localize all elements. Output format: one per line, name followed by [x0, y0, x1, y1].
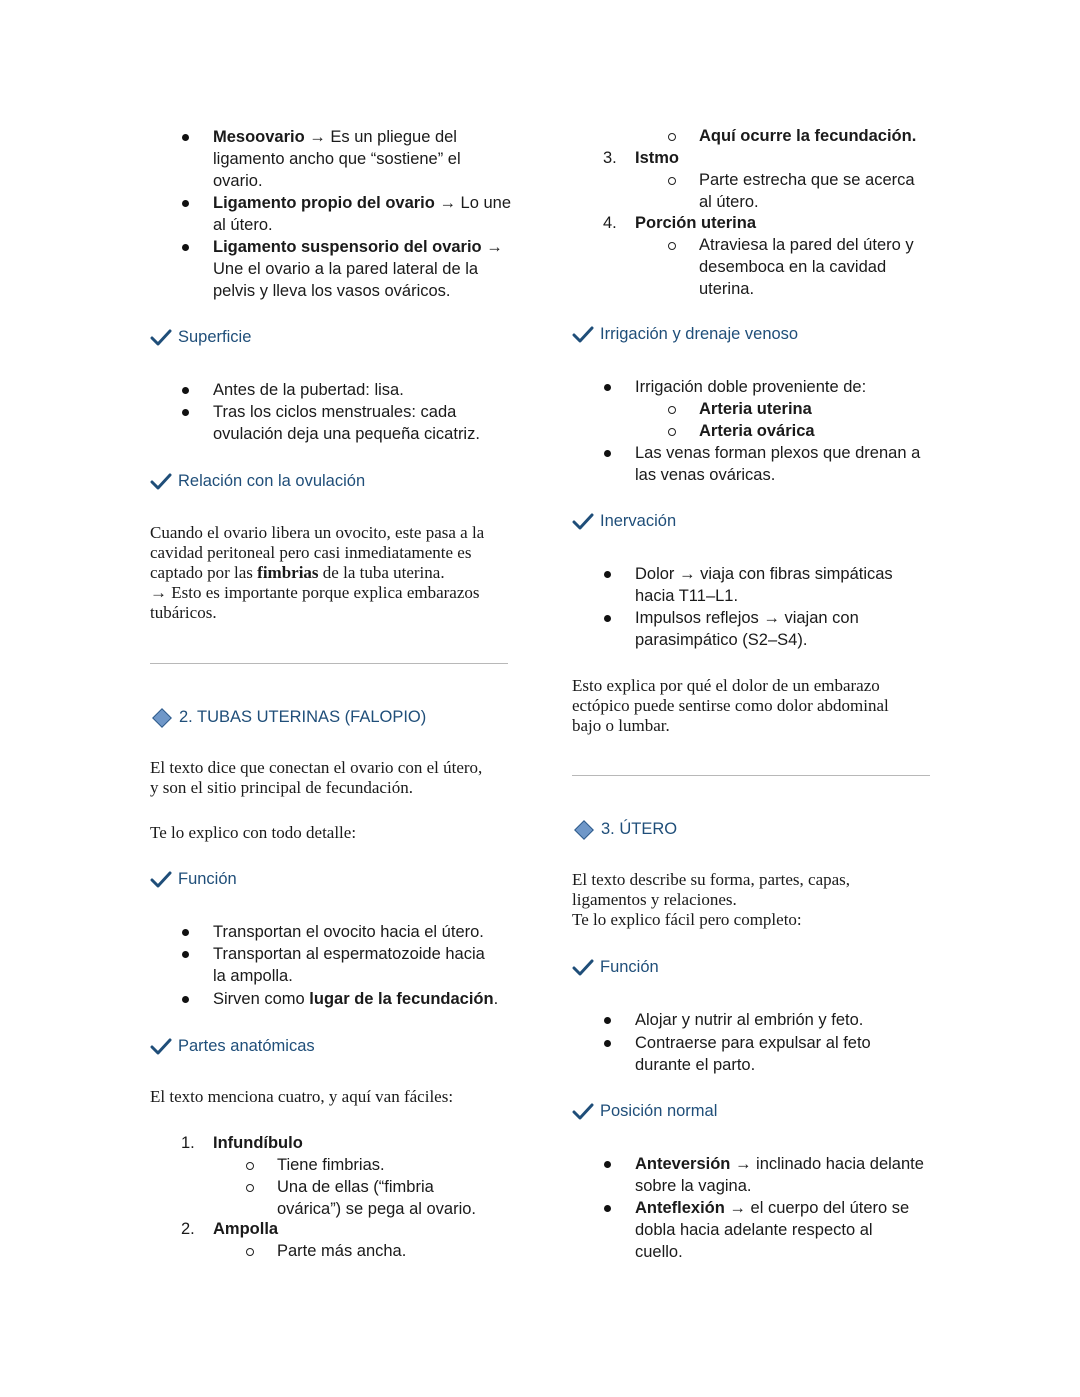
- sub-bullet: [246, 1162, 254, 1170]
- text-line: Impulsos reflejos → viajan con: [635, 609, 859, 627]
- text: Sirven como: [213, 990, 310, 1008]
- heading-ovulacion: [150, 472, 365, 491]
- text-line: pelvis y lleva los vasos ováricos.: [213, 282, 451, 300]
- text-line: tubáricos.: [150, 603, 217, 622]
- text: captado por las: [150, 563, 258, 582]
- heading-partes: [150, 1037, 315, 1056]
- heading-funcion: [150, 870, 237, 889]
- text-line: El texto dice que conectan el ovario con el útero,: [150, 758, 483, 777]
- list-item: [635, 376, 866, 398]
- sub-bullet: [246, 1248, 254, 1256]
- term: Anteflexión: [635, 1199, 725, 1217]
- heading-inervacion: [572, 512, 676, 531]
- term: fimbrias: [257, 563, 319, 582]
- bullet: [182, 200, 189, 207]
- list-number: 1.: [181, 1134, 195, 1152]
- text-line: cuello.: [635, 1243, 683, 1261]
- diamond-icon: [152, 708, 172, 728]
- text-line: ovario.: [213, 172, 263, 190]
- bullet: [182, 244, 189, 251]
- text-line: Una de ellas (“fimbria: [277, 1178, 434, 1196]
- list-item-ligamento-suspensorio: [213, 236, 503, 302]
- paragraph-tubas-intro: [150, 758, 482, 798]
- heading-utero: [572, 820, 677, 839]
- bullet: [604, 1161, 611, 1168]
- checkmark-icon: [150, 1038, 172, 1056]
- text-line: la ampolla.: [213, 967, 293, 985]
- sub-item: [699, 398, 812, 420]
- text-line: y son el sitio principal de fecundación.: [150, 778, 413, 797]
- checkmark-icon: [572, 513, 594, 531]
- part-name: [635, 147, 679, 169]
- text-line: las venas ováricas.: [635, 466, 776, 484]
- part-name: [635, 212, 756, 234]
- text-line: sobre la vagina.: [635, 1177, 752, 1195]
- paragraph-utero-intro: [572, 870, 850, 930]
- checkmark-icon: [572, 959, 594, 977]
- list-item: [635, 607, 859, 651]
- sub-bullet: [668, 133, 676, 141]
- list-item-anteversion: [635, 1153, 924, 1197]
- bullet: [182, 387, 189, 394]
- checkmark-icon: [572, 1103, 594, 1121]
- bullet: [604, 615, 611, 622]
- term: Porción uterina: [635, 214, 757, 232]
- heading-text: Función: [178, 870, 237, 888]
- list-item: [213, 921, 484, 943]
- paragraph-partes-intro: [150, 1087, 453, 1107]
- text-line: Irrigación doble proveniente de:: [635, 378, 867, 396]
- text-line: Transportan el ovocito hacia el útero.: [213, 923, 484, 941]
- term: lugar de la fecundación: [309, 990, 494, 1008]
- bullet: [604, 1017, 611, 1024]
- heading-tubas: [150, 708, 426, 727]
- heading-text: Irrigación y drenaje venoso: [600, 325, 799, 343]
- sub-bullet: [246, 1184, 254, 1192]
- checkmark-icon: [572, 326, 594, 344]
- list-item: [213, 943, 485, 987]
- sub-item: [277, 1154, 385, 1176]
- text-line: Cuando el ovario libera un ovocito, este pasa a la: [150, 523, 485, 542]
- text-line: Parte estrecha que se acerca: [699, 171, 915, 189]
- heading-funcion-utero: [572, 958, 659, 977]
- bullet: [604, 384, 611, 391]
- arrow: →: [434, 194, 461, 212]
- bullet: [182, 951, 189, 958]
- heading-text: Posición normal: [600, 1102, 718, 1120]
- text-line: Lo une: [460, 194, 511, 212]
- text-line: Contraerse para expulsar al feto: [635, 1034, 871, 1052]
- text-line: ectópico puede sentirse como dolor abdominal: [572, 696, 889, 715]
- bullet: [604, 1205, 611, 1212]
- text-line: Esto explica por qué el dolor de un embarazo: [572, 676, 880, 695]
- text-line: Te lo explico fácil pero completo:: [572, 910, 802, 929]
- term: Ligamento suspensorio del ovario: [213, 238, 482, 256]
- heading-text: Partes anatómicas: [178, 1037, 315, 1055]
- list-item: [213, 379, 404, 401]
- text-line: → Esto es importante porque explica embarazos: [150, 583, 480, 602]
- bullet: [182, 134, 189, 141]
- text-line: cavidad peritoneal pero casi inmediatamente es: [150, 543, 472, 562]
- term: Arteria uterina: [699, 400, 812, 418]
- text: de la tuba uterina.: [318, 563, 445, 582]
- text-line: El texto describe su forma, partes, capas,: [572, 870, 851, 889]
- list-item: [635, 1009, 863, 1031]
- text: → el cuerpo del útero se: [724, 1199, 910, 1217]
- heading-text: Inervación: [600, 512, 677, 530]
- text-line: Atraviesa la pared del útero y: [699, 236, 914, 254]
- bullet: [604, 571, 611, 578]
- term: Infundíbulo: [213, 1134, 303, 1152]
- arrow: →: [481, 238, 503, 256]
- text-line: Alojar y nutrir al embrión y feto.: [635, 1011, 864, 1029]
- sub-item: [277, 1240, 406, 1262]
- text-line: parasimpático (S2–S4).: [635, 631, 808, 649]
- term: Anteversión: [635, 1155, 731, 1173]
- text: → inclinado hacia delante: [730, 1155, 924, 1173]
- text-line: bajo o lumbar.: [572, 716, 670, 735]
- text-line: El texto menciona cuatro, y aquí van fáciles:: [150, 1087, 454, 1106]
- text-line: ovárica”) se pega al ovario.: [277, 1200, 477, 1218]
- sub-item: [277, 1176, 476, 1220]
- text-line: desemboca en la cavidad: [699, 258, 887, 276]
- sub-item: [699, 125, 916, 147]
- text-line: dobla hacia adelante respecto al: [635, 1221, 873, 1239]
- text-line: Dolor → viaja con fibras simpáticas: [635, 565, 893, 583]
- paragraph-inervacion: [572, 676, 889, 736]
- sub-bullet: [668, 242, 676, 250]
- text-line: Transportan al espermatozoide hacia: [213, 945, 485, 963]
- sub-bullet: [668, 406, 676, 414]
- text-line: ovulación deja una pequeña cicatriz.: [213, 425, 480, 443]
- term: Ampolla: [213, 1220, 279, 1238]
- divider: [150, 663, 508, 664]
- checkmark-icon: [150, 871, 172, 889]
- text-line: Tiene fimbrias.: [277, 1156, 385, 1174]
- heading-superficie: [150, 328, 251, 347]
- bullet: [604, 1040, 611, 1047]
- list-number: 4.: [603, 214, 617, 232]
- term: Aquí ocurre la fecundación.: [699, 127, 917, 145]
- paragraph-ovulacion: [150, 523, 484, 623]
- text-line: ligamentos y relaciones.: [572, 890, 737, 909]
- checkmark-icon: [150, 329, 172, 347]
- heading-text: 2. TUBAS UTERINAS (FALOPIO): [179, 708, 427, 726]
- list-item: [635, 442, 920, 486]
- checkmark-icon: [150, 473, 172, 491]
- list-item: [213, 988, 498, 1010]
- term: Istmo: [635, 149, 680, 167]
- text-line: durante el parto.: [635, 1056, 756, 1074]
- heading-text: Relación con la ovulación: [178, 472, 366, 490]
- text-line: Es un pliegue del: [330, 128, 457, 146]
- heading-text: Función: [600, 958, 659, 976]
- text-line: ligamento ancho que “sostiene” el: [213, 150, 461, 168]
- text-line: al útero.: [213, 216, 273, 234]
- sub-item: [699, 169, 915, 213]
- list-number: 3.: [603, 149, 617, 167]
- list-item-ligamento-propio: [213, 192, 511, 236]
- diamond-icon: [574, 820, 594, 840]
- term: Mesoovario: [213, 128, 305, 146]
- heading-irrigacion: [572, 325, 798, 344]
- heading-text: 3. ÚTERO: [601, 820, 678, 838]
- text-line: al útero.: [699, 193, 759, 211]
- bullet: [182, 409, 189, 416]
- part-name: [213, 1132, 303, 1154]
- list-item: [635, 563, 893, 607]
- sub-item: [699, 420, 815, 442]
- list-item: [635, 1032, 871, 1076]
- heading-text: Superficie: [178, 328, 252, 346]
- text-line: uterina.: [699, 280, 755, 298]
- text-line: Te lo explico con todo detalle:: [150, 823, 357, 842]
- text-line: hacia T11–L1.: [635, 587, 739, 605]
- list-item-mesoovario: [213, 126, 461, 192]
- term: Ligamento propio del ovario: [213, 194, 435, 212]
- list-item-anteflexion: [635, 1197, 909, 1263]
- sub-item: [699, 234, 914, 300]
- paragraph-explico: [150, 823, 356, 843]
- heading-posicion: [572, 1102, 717, 1121]
- divider: [572, 775, 930, 776]
- bullet: [182, 996, 189, 1003]
- text-line: Antes de la pubertad: lisa.: [213, 381, 404, 399]
- bullet: [182, 929, 189, 936]
- text: .: [493, 990, 499, 1008]
- text-line: Tras los ciclos menstruales: cada: [213, 403, 457, 421]
- sub-bullet: [668, 428, 676, 436]
- sub-bullet: [668, 177, 676, 185]
- term: Arteria ovárica: [699, 422, 815, 440]
- bullet: [604, 450, 611, 457]
- list-item: [213, 401, 480, 445]
- arrow: →: [304, 128, 331, 146]
- text-line: Une el ovario a la pared lateral de la: [213, 260, 479, 278]
- part-name: [213, 1218, 278, 1240]
- text-line: Las venas forman plexos que drenan a: [635, 444, 921, 462]
- text-line: Parte más ancha.: [277, 1242, 407, 1260]
- list-number: 2.: [181, 1220, 195, 1238]
